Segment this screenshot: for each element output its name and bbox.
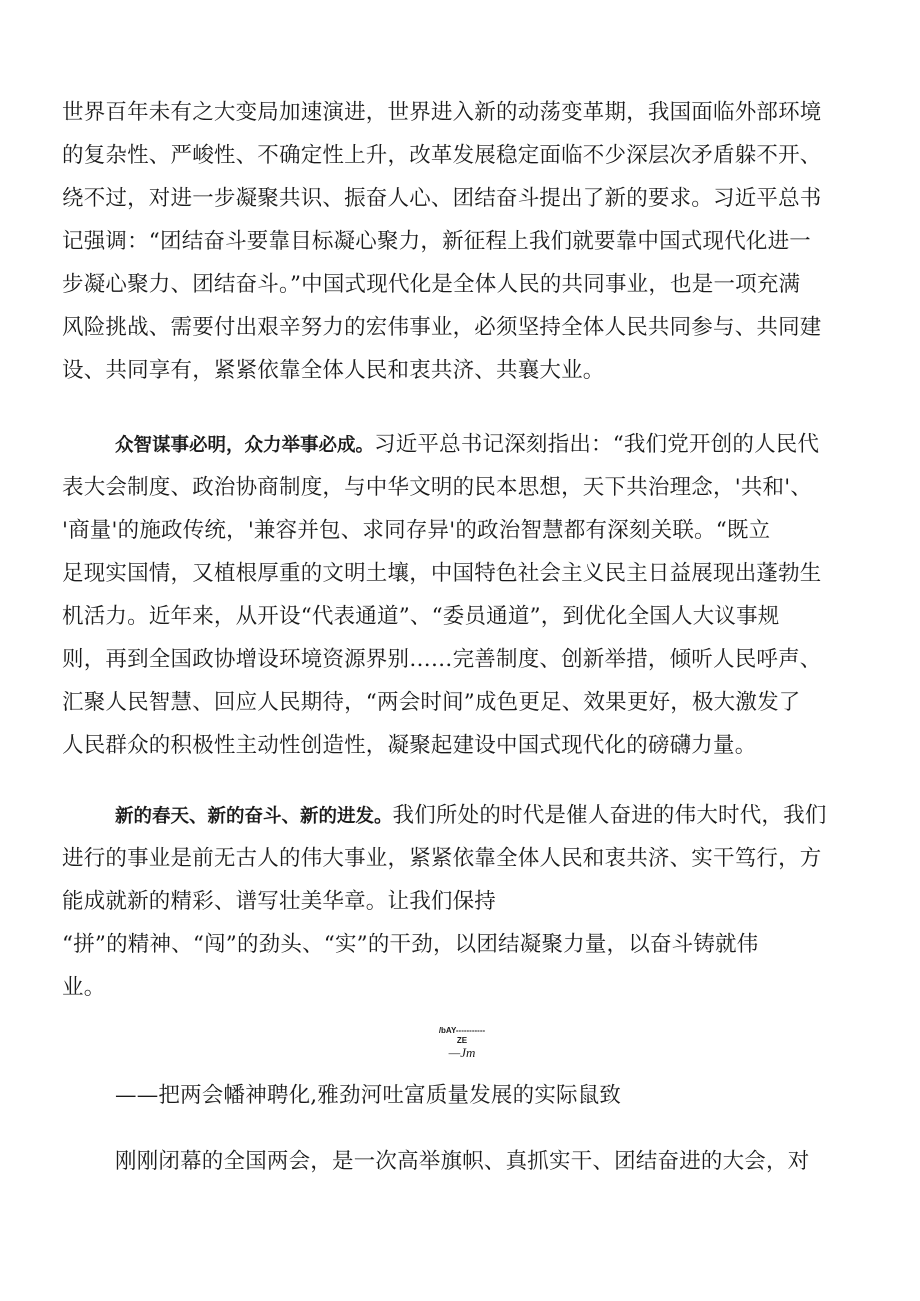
section-subtitle: ——把两会幡神聘化,雅劲河吐富质量发展的实际鼠致 [115, 1083, 622, 1108]
text-line: 步凝心聚力、团结奋斗。”中国式现代化是全体人民的共同事业，也是一项充满 [62, 272, 801, 297]
text-line: 则，再到全国政协增设环境资源界别……完善制度、创新举措，倾听人民呼声、 [62, 647, 822, 672]
section-divider-mark [436, 1026, 488, 1060]
text-line: '商量'的施政传统，'兼容并包、求同存异'的政治智慧都有深刻关联。“既立 [62, 518, 771, 543]
text-line: 的复杂性、严峻性、不确定性上升，改革发展稳定面临不少深层次矛盾躲不开、 [62, 143, 822, 168]
text-line: 表大会制度、政治协商制度，与中华文明的民本思想，天下共治理念，'共和'、 [62, 475, 813, 500]
text-line: 汇聚人民智慧、回应人民期待，“两会时间”成色更足、效果更好，极大激发了 [62, 690, 801, 715]
paragraph-text: 习近平总书记深刻指出：“我们党开创的人民代 [374, 432, 820, 457]
text-line: 风险挑战、需要付出艰辛努力的宏伟事业，必须坚持全体人民共同参与、共同建 [62, 315, 822, 340]
text-line: 设、共同享有，紧紧依靠全体人民和衷共济、共襄大业。 [62, 358, 605, 383]
text-line: 能成就新的精彩、谱写壮美华章。让我们保持 [62, 889, 497, 914]
text-line-first [115, 796, 915, 836]
paragraph-lead: 新的春天、新的奋斗、新的进发。 [115, 806, 393, 827]
text-line: 足现实国情，又植根厚重的文明土壤，中国特色社会主义民主日益展现出蓬勃生 [62, 561, 822, 586]
text-line: 刚刚闭幕的全国两会，是一次高举旗帜、真抓实干、团结奋进的大会，对 [115, 1149, 810, 1174]
text-line: 人民群众的积极性主动性创造性，凝聚起建设中国式现代化的磅礴力量。 [62, 733, 757, 758]
text-line: 绕不过，对进一步凝聚共识、振奋人心、团结奋斗提出了新的要求。习近平总书 [62, 186, 822, 211]
text-line: 世界百年未有之大变局加速演进，世界进入新的动荡变革期，我国面临外部环境 [62, 100, 822, 125]
paragraph-text: 我们所处的时代是催人奋进的伟大时代，我们 [392, 803, 827, 828]
text-line: 进行的事业是前无古人的伟大事业，紧紧依靠全体人民和衷共济、实干笃行，方 [62, 846, 822, 871]
divider-bottom-text: —Jm [448, 1045, 476, 1060]
divider-top-text: /bAY-----------ZE [438, 1026, 486, 1045]
text-line: 机活力。近年来，从开设“代表通道”、“委员通道”，到优化全国人大议事规 [62, 604, 780, 629]
text-line: 记强调：“团结奋斗要靠目标凝心聚力，新征程上我们就要靠中国式现代化进一 [62, 229, 811, 254]
text-line-first [115, 425, 915, 465]
text-line: 业。 [62, 975, 106, 1000]
text-line: “拼”的精神、“闯”的劲头、“实”的干劲，以团结凝聚力量，以奋斗铸就伟 [62, 932, 759, 957]
paragraph-lead: 众智谋事必明，众力举事必成。 [115, 435, 375, 456]
